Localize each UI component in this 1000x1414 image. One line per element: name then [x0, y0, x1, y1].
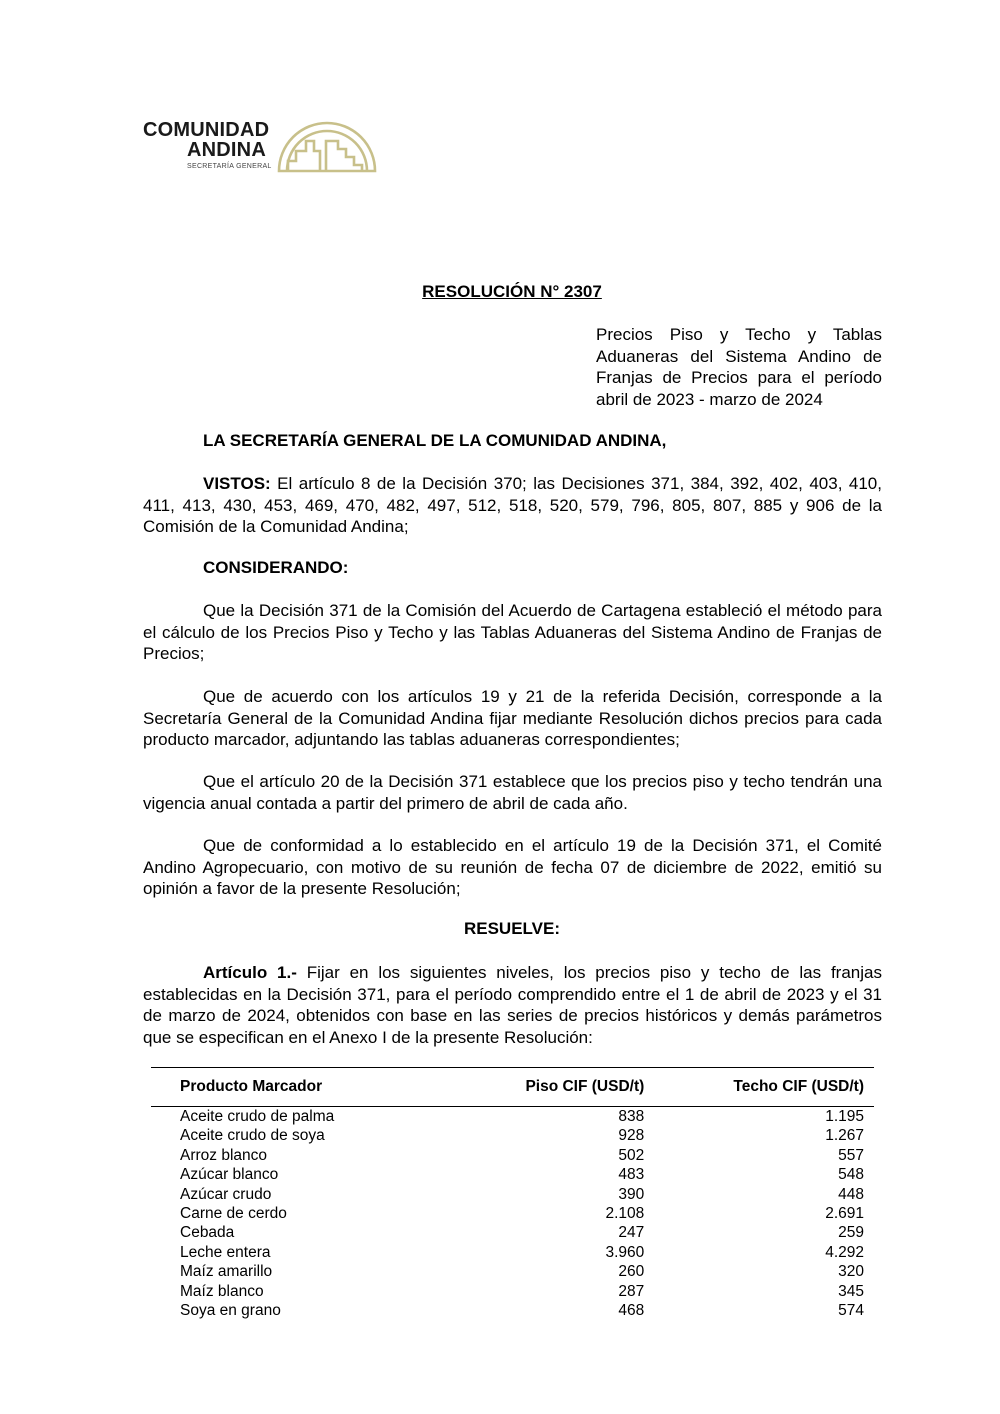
header-techo-cif: Techo CIF (USD/t) — [654, 1068, 874, 1107]
considerando-heading: CONSIDERANDO: — [203, 558, 349, 577]
techo-value: 4.292 — [825, 1243, 864, 1261]
piso-value: 2.108 — [605, 1205, 645, 1223]
vistos-paragraph — [143, 473, 882, 538]
techo-value: 2.691 — [825, 1205, 864, 1223]
techo-value: 320 — [838, 1263, 864, 1281]
articulo-1-paragraph — [143, 962, 882, 1048]
product-name: Azúcar blanco — [180, 1166, 279, 1184]
table-row — [151, 1282, 874, 1301]
articulo-1-label: Artículo 1.- — [203, 963, 297, 982]
techo-value: 1.195 — [825, 1108, 864, 1125]
piso-value: 260 — [618, 1263, 645, 1281]
techo-value: 259 — [838, 1224, 864, 1242]
piso-value: 928 — [618, 1127, 645, 1145]
resolution-title: RESOLUCIÓN N° 2307 — [422, 282, 602, 301]
piso-value: 468 — [618, 1302, 645, 1320]
considerando-paragraph-4: Que de conformidad a lo establecido en el artículo 19 de la Decisión 371, el Comité Andino Agropecuario, con motivo de su reunión de fecha 07 de diciembre de 2022, emitió su opinión a favor de la presente Resolución; — [143, 836, 882, 898]
price-band-table — [151, 1067, 874, 1320]
piso-value: 287 — [618, 1282, 645, 1300]
product-name: Aceite crudo de palma — [180, 1108, 335, 1125]
techo-value: 1.267 — [825, 1127, 864, 1145]
product-name: Leche entera — [180, 1243, 271, 1261]
product-name: Aceite crudo de soya — [180, 1127, 325, 1145]
table-row — [151, 1107, 874, 1127]
considerando-paragraph-3: Que el artículo 20 de la Decisión 371 establece que los precios piso y techo tendrán una vigencia anual contada a partir del primero de abril de cada año. — [143, 772, 882, 813]
product-name: Soya en grano — [180, 1302, 281, 1320]
techo-value: 548 — [838, 1166, 864, 1184]
header-producto-marcador: Producto Marcador — [151, 1068, 453, 1107]
header-piso-cif: Piso CIF (USD/t) — [453, 1068, 654, 1107]
table-row — [151, 1204, 874, 1223]
logo-word-andina: ANDINA — [187, 139, 266, 161]
piso-value: 838 — [618, 1108, 645, 1125]
piso-value: 247 — [618, 1224, 645, 1242]
logo-word-comunidad: COMUNIDAD — [143, 119, 270, 141]
table-header-row — [151, 1068, 874, 1107]
articulo-1-text: Fijar en los siguientes niveles, los precios piso y techo de las franjas establecidas en la Decisión 371, para el período comprendido entre el 1 de abril de 2023 y el 31 de marzo de 2024, obtenidos con base en las series de precios históricos y demás parámetros que se especifican en el Anexo I de la presente Resolución: — [143, 963, 882, 1047]
table-row — [151, 1165, 874, 1184]
resolution-subject: Precios Piso y Techo y Tablas Aduaneras del Sistema Andino de Franjas de Precios para el período abril de 2023 - marzo de 2024 — [596, 325, 882, 409]
logo-subtitle: SECRETARÍA GENERAL — [187, 163, 272, 170]
table-row — [151, 1243, 874, 1262]
product-name: Carne de cerdo — [180, 1205, 287, 1223]
techo-value: 557 — [838, 1146, 864, 1164]
vistos-text: El artículo 8 de la Decisión 370; las Decisiones 371, 384, 392, 402, 403, 410, 411, 413, 430, 453, 469, 470, 482, 497, 512, 518, 520, 579, 796, 805, 807, 885 y 906 de la Comisión de la Comunidad Andina; — [143, 474, 882, 536]
considerando-paragraph-2: Que de acuerdo con los artículos 19 y 21 de la referida Decisión, corresponde a la Secretaría General de la Comunidad Andina fijar mediante Resolución dichos precios para cada producto marcador, adjuntando las tablas aduaneras correspondientes; — [143, 687, 882, 749]
table-row — [151, 1262, 874, 1281]
considerando-paragraph-1: Que la Decisión 371 de la Comisión del Acuerdo de Cartagena estableció el método para el cálculo de los Precios Piso y Techo y las Tablas Aduaneras del Sistema Andino de Franjas de Precios; — [143, 601, 882, 663]
product-name: Cebada — [180, 1224, 235, 1242]
piso-value: 390 — [618, 1185, 645, 1203]
piso-value: 3.960 — [605, 1243, 645, 1261]
authority-heading: LA SECRETARÍA GENERAL DE LA COMUNIDAD ANDINA, — [203, 431, 667, 450]
product-name: Maíz amarillo — [180, 1263, 273, 1281]
table-row — [151, 1126, 874, 1145]
table-row — [151, 1223, 874, 1242]
product-name: Maíz blanco — [180, 1282, 264, 1300]
resuelve-heading: RESUELVE: — [463, 919, 561, 938]
table-row — [151, 1301, 874, 1320]
andean-stepped-arch-icon — [276, 117, 378, 173]
techo-value: 345 — [838, 1282, 864, 1300]
product-name: Arroz blanco — [180, 1146, 268, 1164]
piso-value: 483 — [618, 1166, 645, 1184]
table-row — [151, 1146, 874, 1165]
table-row — [151, 1185, 874, 1204]
techo-value: 448 — [838, 1185, 864, 1203]
techo-value: 574 — [838, 1302, 864, 1320]
vistos-label: VISTOS: — [203, 474, 271, 493]
piso-value: 502 — [618, 1146, 645, 1164]
product-name: Azúcar crudo — [180, 1185, 272, 1203]
comunidad-andina-logo — [143, 116, 383, 176]
